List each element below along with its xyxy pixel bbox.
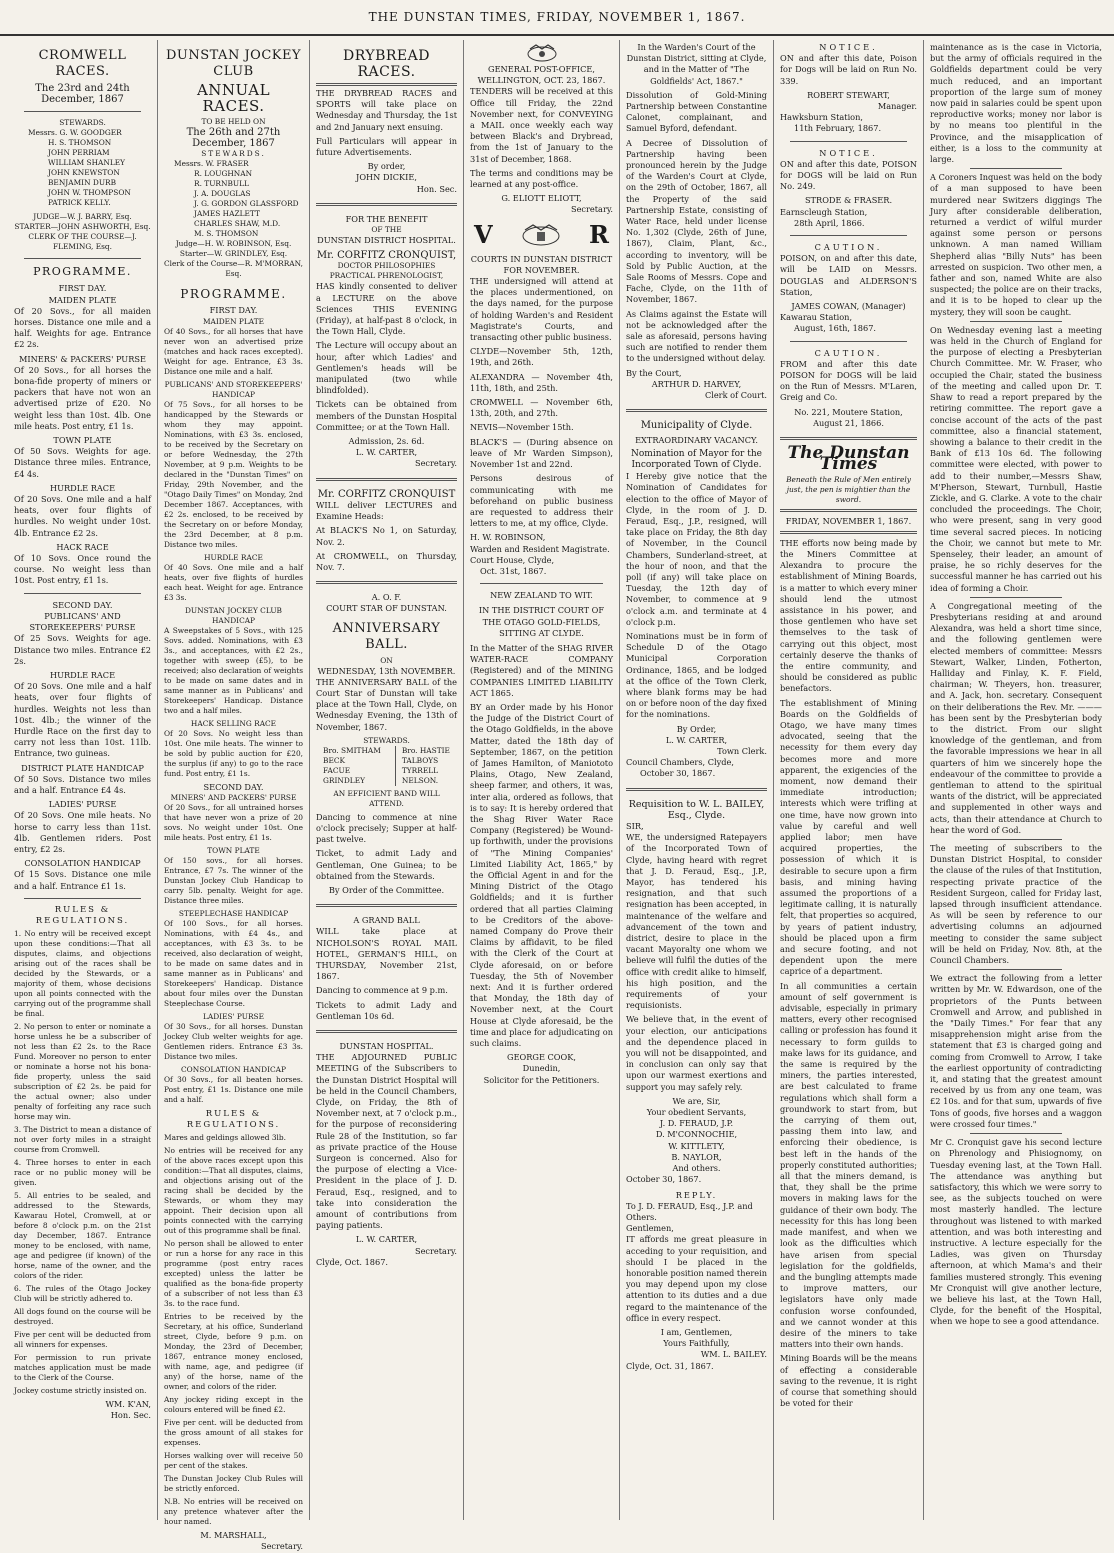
race-text: Of 20 Sovs. One mile and a half heats, over four flights of hurdles. Weights not less than 10st. 4lb.; the winner of the Hurdle Race on the first day to carry not less than 10st. 11lb. Entrance, two guineas.	[14, 681, 151, 759]
column-notices-editorial	[774, 40, 924, 1520]
courts-note: Persons desirous of communicating with me beforehand on public business are requested to address their letters to me, at my office, Clyde.	[470, 473, 613, 529]
rule-item: All dogs found on the course will be destroyed.	[14, 1307, 151, 1327]
signature-title: Hon. Sec.	[416, 183, 457, 194]
rule-item: Five per cent will be deducted from all winners for expenses.	[14, 1330, 151, 1350]
divider	[970, 321, 1062, 322]
nomination-title: Nomination of Mayor for the Incorporated Town of Clyde.	[631, 448, 762, 470]
steward: Bro. HASTIE	[401, 745, 450, 755]
news-paragraph: A Coroners Inquest was held on the body of a man supposed to have been murdered near Switzers diggings The Jury after considerable deliberation, returned a verdict of wilful murder against some person or persons unknown. A man named William Shepherd alias "Billy Nuts" has been arrested on suspicion. Two other men, a father and son, named White are also suspected; the police are on their tracks, and it is to be hoped to clear up the mystery, they will soon be caught.	[930, 172, 1102, 317]
judge: Judge—H. W. ROBINSON, Esq.	[175, 239, 292, 249]
steward: BECK	[323, 755, 346, 765]
steward: J. A. DOUGLAS	[194, 189, 251, 199]
signatory: W. KITTLETY,	[668, 1140, 725, 1151]
signature-title: Secretary.	[570, 204, 613, 215]
requisition-text: WE, the undersigned Ratepayers of the Incorporated Town of Clyde, having heard with regret that J. D. Feraud, Esq., J.P., Mayor, has tendered his resignation, and that such resignation has been accepted, in maintenance of the welfare and advancement of the town and district, desire to place in the vacant Mayoralty one whom we believe will fulfil the duties of the office with credit alike to himself, his high position, and the requirements of your requisionists.	[626, 832, 767, 1011]
municipality-title: Municipality of Clyde.	[640, 420, 753, 432]
race-text: Of 30 Sovs., for all beaten horses. Post entry, £1 1s. Distance one mile and a half.	[164, 1074, 303, 1104]
divider	[316, 581, 457, 584]
rule-item: 6. The rules of the Otago Jockey Club will be strictly adhered to.	[14, 1284, 151, 1304]
divider	[970, 1133, 1062, 1134]
steward: NELSON.	[401, 775, 439, 785]
station-date: August, 16th, 1867.	[794, 323, 877, 334]
rule-item: 1. No entry will be received except upon these conditions:—That all disputes, claims, and objections arising out of the races shall be decided by the Stewards, or a majority of them, whose decisions upon all points connected with the carrying out of the programme shall be final.	[14, 929, 151, 1019]
signature-title: Town Clerk.	[717, 745, 767, 756]
cromwell-dates: The 23rd and 24th December, 1867	[35, 83, 130, 106]
race-text: Of 10 Sovs. Once round the course. No weight less than 10st. Post entry, £1 1s.	[14, 553, 151, 586]
race-text: Of 40 Sovs. One mile and a half heats, over five flights of hurdles each heat. Weight for age. Entrance £3 3s.	[164, 562, 303, 602]
admission: Admission, 2s. 6d.	[348, 436, 425, 447]
aof: A. O. F.	[371, 592, 402, 603]
lecture-text: HAS kindly consented to deliver a LECTURE on the above Sciences THIS EVENING (Friday), at half-past 8 o'clock, in the Town Hall, Clyde.	[316, 281, 457, 337]
by-court: By the Court,	[626, 367, 682, 378]
signatory: D. M'CONNOCHIE,	[655, 1129, 738, 1140]
race-name: STEEPLECHASE HANDICAP	[178, 908, 289, 918]
servants: Your obedient Servants,	[646, 1107, 747, 1118]
shag-matter: In the Matter of the SHAG RIVER WATER-RACE COMPANY (Registered) and of the MINING COMPANIES LIMITED LIABILITY ACT 1865.	[470, 642, 613, 698]
steward: TYRRELL	[401, 765, 439, 775]
reply-to: To J. D. FERAUD, Esq., J.P. and Others.	[626, 1200, 753, 1222]
courts-text: THE undersigned will attend at the places undermentioned, on the days named, for the purpose of holding Warden's and Resident Magistrate's Courts, and transacting other public business.	[470, 276, 613, 343]
rule-item: No entries will be received for any of the above races except upon this condition:—That all disputes, claims, and objections arising out of the racing shall be decided by the Stewards, or whom they may appoint. Their decision upon all points connected with the carrying out of this programme shall be final.	[164, 1146, 303, 1236]
signature: WM. K'AN,	[105, 1399, 151, 1410]
lecturer: Mr. CORFITZ CRONQUIST	[317, 488, 456, 500]
race-text: Of 15 Sovs. Distance one mile and a half. Entrance £1 1s.	[14, 869, 151, 891]
grandball-title: A GRAND BALL	[353, 915, 420, 926]
stewards-list	[164, 159, 303, 239]
steward: WILLIAM SHANLEY	[48, 158, 125, 168]
ball-title: ANNIVERSARY BALL.	[332, 620, 441, 652]
signature-title: Hon. Sec.	[110, 1410, 151, 1421]
benefit-of: OF THE	[371, 225, 402, 235]
race-name: DUNSTAN JOCKEY CLUB HANDICAP	[184, 605, 282, 625]
royal-arms-icon	[511, 222, 571, 248]
race-name: MINERS' & PACKERS' PURSE	[19, 353, 146, 364]
steward: Messrs. W. FRASER	[174, 159, 249, 169]
caution-text: FROM and after this date POISON for DOGS will be laid on the Run of Messrs. M'Laren, Greig and Co.	[780, 358, 917, 403]
second-day: SECOND DAY.	[52, 599, 113, 610]
lecturer: Mr. CORFITZ CRONQUIST,	[316, 250, 457, 262]
race-text: Of 50 Sovs. Weights for age. Distance three miles. Entrance, £4 4s.	[14, 446, 151, 479]
rules-heading: RULES & REGULATIONS.	[186, 1108, 281, 1131]
benefit: FOR THE BENEFIT	[345, 213, 428, 224]
signature: L. W. CARTER,	[355, 447, 418, 458]
race-name: TOWN PLATE	[207, 845, 260, 855]
rule-item: Mares and geldings allowed 3lb.	[164, 1133, 286, 1143]
divider	[24, 111, 141, 112]
divider	[780, 437, 917, 440]
notice-text: ON and after this date, POISON for DOGS will be laid on Run No. 249.	[780, 158, 917, 192]
motto: Beneath the Rule of Men entirely just, the pen is mightier than the sword.	[786, 474, 911, 504]
court-house: Court House, Clyde,	[470, 554, 555, 565]
court-date: Oct. 31st, 1867.	[480, 565, 547, 576]
race-text: Of 20 Sovs. One mile heats. No horse to carry less than 11st. 4lb. Gentlemen riders. Post entry, £2 2s.	[14, 810, 151, 854]
rule-item: Five per cent. will be deducted from the gross amount of all stakes for expenses.	[164, 1418, 303, 1448]
signature: G. ELIOTT ELIOTT,	[501, 193, 582, 204]
divider	[970, 839, 1062, 840]
column-post-office	[464, 40, 620, 1520]
court-order: BY an Order made by his Honor the Judge of the District Court of the Otago Goldfields, in the above Matter, dated the 18th day of September, 1867, on the petition of James Hamilton, of Maniototo Plains, Otago, New Zealand, sheep farmer, and others, it was, inter alia, ordered as follows, that is to say: It is hereby ordered that the Shag River Water Race Company (Registered) be Wound-up forthwith, under the provisions of "The Mining Companies' Limited Liability Act, 1865," by the Official Agent in and for the Mining District of the Otago Goldfields; and it is further ordered that all parties Claiming to be Creditors of the above-named Company do Prove their Claims by affidavit, to be filed with the Clerk of the Court at Clyde aforesaid, on or before Tuesday, the 5th of November next: And it is further ordered that Monday, the 18th day of November next, at the Court House at Clyde aforesaid, be the time and place for adjudicating on such claims.	[470, 701, 613, 1049]
divider	[780, 509, 917, 512]
cromwell-title: CROMWELL RACES.	[38, 48, 127, 79]
signature-title: Warden and Resident Magistrate.	[470, 543, 610, 554]
lecture-text: The Lecture will occupy about an hour, after which Ladies' and Gentlemen's heads will be manipulated (two while blindfolded).	[316, 340, 457, 396]
court-date: CROMWELL — November 6th, 13th, 20th, and 27th.	[470, 397, 613, 419]
lecturer-sub: DOCTOR PHILOSOPHIES PRACTICAL PHRENOLOGIST,	[329, 261, 444, 281]
signatory: And others.	[672, 1163, 721, 1174]
ticket: Ticket, to admit Lady and Gentleman, One Guinea; to be obtained from the Stewards.	[316, 848, 457, 881]
rules-heading: RULES & REGULATIONS.	[35, 904, 130, 926]
held: TO BE HELD ON	[201, 117, 266, 126]
station: Earnscleugh Station,	[780, 206, 868, 217]
first-day: FIRST DAY.	[209, 305, 258, 316]
divider	[790, 341, 907, 342]
race-name: HURDLE RACE	[204, 552, 263, 562]
steward: JOHN KNEWSTON	[48, 168, 120, 178]
grandball-dance: Dancing to commence at 9 p.m.	[316, 985, 448, 996]
stewards-heading: STEWARDS.	[363, 735, 410, 745]
editorial-paragraph: The establishment of Mining Boards on the Goldfields of Otago, we have many times advocated, seeing that the necessity for them every day becomes more and more apparent, the exigencies of the moment, now demand their immediate introduction; interests which were trifling at one time, have now grown into value by careful and well applied labor; men have acquired properties, the possession of which it is desirable to secure upon a firm basis, and mining having assumed the proportions of a legitimate calling, it is naturally felt, that properties so acquired, by years of patient industry, should be placed upon a firm and secure footing, and not dependent upon the mere caprice of a department.	[780, 697, 917, 977]
signature: L. W. CARTER,	[665, 734, 728, 745]
programme-heading: PROGRAMME.	[180, 287, 287, 302]
gpo-date: WELLINGTON, OCT. 23, 1867.	[477, 75, 606, 86]
race-text: Of 20 Sovs. One mile and a half heats, over four flights of hurdles. No weight under 10st. 4lb. Entrance £2 2s.	[14, 494, 151, 538]
signature-title: Secretary.	[260, 1541, 303, 1552]
signature: L. W. CARTER,	[355, 1234, 418, 1245]
signature-title: Clerk of Court.	[704, 390, 767, 401]
rule-item: Jockey costume strictly insisted on.	[14, 1386, 147, 1396]
steward: TALBOYS	[401, 755, 439, 765]
race-name: CONSOLATION HANDICAP	[181, 1064, 286, 1074]
page-masthead: THE DUNSTAN TIMES, FRIDAY, NOVEMBER 1, 1867.	[0, 0, 1114, 36]
stewards-table	[316, 746, 457, 786]
station: No. 221, Moutere Station,	[794, 406, 903, 417]
council-date: October 30, 1867.	[640, 768, 716, 779]
court: COURT STAR OF DUNSTAN.	[326, 603, 447, 614]
yours: Yours Faithfully,	[663, 1338, 730, 1349]
race-text: Of 20 Sovs. No weight less than 10st. One mile heats. The winner to be sold by public auction for £20, the surplus (if any) to go to the race fund. Post entry, £1 1s.	[164, 728, 303, 778]
reply-title: REPLY.	[675, 1189, 718, 1200]
race-text: Of 20 Sovs., for all untrained horses that have never won a prize of 20 sovs. No weight under 10st. One mile heats. Post entry, £1 1s.	[164, 802, 303, 842]
divider	[24, 593, 141, 594]
steward: M. S. THOMSON	[194, 229, 259, 239]
steward: GRINDLEY	[323, 775, 365, 785]
requisition-title: Requisition to W. L. BAILEY, Esq., Clyde.	[628, 798, 765, 821]
divider	[970, 168, 1062, 169]
lecture-venue: At CROMWELL, on Thursday, Nov. 7.	[316, 550, 457, 572]
divider	[24, 258, 141, 259]
caution-title: CAUTION.	[814, 347, 883, 358]
nominations: Nominations must be in form of Schedule D of the Otago Municipal Corporation Ordinance, 1865, and be lodged at the office of the Town Clerk, where blank forms may be had on or before noon of the day fixed for the nominations.	[626, 630, 767, 720]
rule-item: Horses walking over will receive 50 per cent of the stakes.	[164, 1451, 303, 1471]
steward: CHARLES SHAW, M.D.	[194, 219, 281, 229]
stewards-heading: STEWARDS.	[59, 118, 106, 128]
signature-title: Manager.	[877, 101, 917, 112]
column-news	[924, 40, 1108, 1520]
warden-heading: In the Warden's Court of the Dunstan District, sitting at Clyde, and in the Matter of "The Goldfields' Act, 1867."	[626, 42, 767, 86]
signatory: J. D. FERAUD, J.P.	[659, 1118, 734, 1129]
divider	[970, 597, 1062, 598]
notice-text: ON and after this date, Poison for Dogs will be laid on Run No. 339.	[780, 53, 917, 86]
djc-title: DUNSTAN JOCKEY CLUB	[165, 48, 302, 79]
djc-dates: The 26th and 27th December, 1867	[186, 127, 281, 150]
column-drybread	[310, 40, 464, 1520]
steward: Bro. SMITHAM	[323, 745, 381, 755]
reply-date: Clyde, Oct. 31, 1867.	[626, 1360, 714, 1371]
drybread-text2: Full Particulars will appear in future Advertisements.	[316, 135, 457, 158]
steward: JOHN PERRIAM	[48, 148, 110, 158]
signatory: B. NAYLOR,	[671, 1151, 722, 1162]
divider	[316, 203, 457, 206]
signature: H. W. ROBINSON,	[470, 532, 546, 543]
requisition-text: We believe that, in the event of your election, our anticipations and the dependence placed in you will not be disappointed, and in conclusion can only say that upon our warmest exertions and support you may safely rely.	[626, 1014, 767, 1092]
race-name: LADIES' PURSE	[48, 799, 117, 810]
clerk: CLERK OF THE COURSE—J. FLEMING, Esq.	[28, 232, 137, 252]
divider	[780, 531, 917, 534]
editorial-date: FRIDAY, NOVEMBER 1, 1867.	[785, 515, 912, 526]
grandball-text: WILL take place at NICHOLSON'S ROYAL MAIL HOTEL, GERMAN'S HILL, on THURSDAY, November 21st, 1867.	[316, 926, 457, 982]
courts-title: COURTS IN DUNSTAN DISTRICT FOR NOVEMBER.	[470, 253, 613, 275]
tickets: Tickets can be obtained from members of the Dunstan Hospital Committee; or at the Town Hall.	[316, 399, 457, 432]
race-name: MAIDEN PLATE	[48, 294, 117, 305]
signature-place: Dunedin,	[522, 1063, 561, 1074]
court-date: NEVIS—November 15th.	[470, 422, 574, 433]
programme-heading: PROGRAMME.	[33, 265, 132, 279]
race-name: MINERS' AND PACKERS' PURSE	[170, 792, 297, 802]
first-day: FIRST DAY.	[58, 283, 107, 294]
divider	[790, 141, 907, 142]
stewards-left	[323, 746, 381, 786]
news-paragraph: maintenance as is the case in Victoria, but the army of officials required in the Goldfields department could be very much reduced, and an important proportion of the large sum of money now paid in salaries could be spent upon reproductive works; money nor labor is by no means too plentiful in the Province, and the misapplication of either, is a loss to the community at large.	[930, 42, 1102, 165]
vr-letter: R	[589, 220, 609, 250]
news-paragraph: Mr C. Cronquist gave his second lecture on Phrenology and Phisiognomy, on Tuesday evening last, at the Town Hall. The attendance was anything but satisfactory, this which we were sorry to see, as the subjects touched on were most masterly handled. The lecture throughout was listened to with marked attention, and was both interesting and instructive. A lecture especially for the Ladies, was given on Thursday afternoon, at which Mama's and their families mustered strongly. This evening Mr Cronquist will give another lecture, we believe his last, at the Town Hall, Clyde, for the benefit of the Hospital, when we hope to see a good attendance.	[930, 1137, 1102, 1327]
race-text: Of 100 Sovs., for all horses. Nominations, with £4 4s., and acceptances, with £3 3s. to be received, also declaration of weight, to be made on same dates and in same manner as in Publicans' and Storekeepers' Handicap. Distance about four miles over the Dunstan Steeplechase Course.	[164, 918, 303, 1008]
rule-item: 3. The District to mean a distance of not over forty miles in a straight course from Cromwell.	[14, 1125, 151, 1155]
column-cromwell-races	[8, 40, 158, 1520]
steward: H. S. THOMSON	[48, 138, 112, 148]
extraordinary: EXTRAORDINARY VACANCY.	[635, 434, 758, 445]
race-text: Of 75 Sovs., for all horses to be handicapped by the Stewards or whom they may appoint. Nominations, with £3 3s. enclosed, to be received by the Secretary on or before Wednesday, the 27th November, at 9 p.m. Weights to be declared in the "Dunstan Times" on Friday, 29th November, and the "Otago Daily Times" on Monday, 2nd December 1867. Acceptances, with £2 2s. enclosed, to be received by the Secretary on or before Monday, the 23rd December, at 8 p.m. Distance two miles.	[164, 399, 303, 549]
lecture-venue: At BLACK'S No 1, on Saturday, Nov. 2.	[316, 525, 457, 547]
council: Council Chambers, Clyde,	[626, 757, 734, 768]
clerk: Clerk of the Course—R. M'MORRAN, Esq.	[164, 259, 303, 279]
vr-letter: V	[474, 220, 493, 250]
rule-item: 4. Three horses to enter in each race or no public money will be given.	[14, 1158, 151, 1188]
court-date: CLYDE—November 5th, 12th, 19th, and 26th.	[470, 346, 613, 368]
starter: STARTER—JOHN ASHWORTH, Esq.	[14, 222, 151, 232]
starter: Starter—W. GRINDLEY, Esq.	[179, 249, 288, 259]
ball-text: THE ANNIVERSARY BALL of the Court Star of Dunstan will take place at the Town Hall, Clyde, on Wednesday Evening, the 13th of November, 1867.	[316, 676, 457, 732]
judge: JUDGE—W. J. BARRY, Esq.	[33, 212, 132, 222]
benefit-hospital: DUNSTAN DISTRICT HOSPITAL.	[317, 235, 456, 246]
race-text: A Sweepstakes of 5 Sovs., with 125 Sovs. added. Nominations, with £3 3s., and acceptances, with £2 2s., together with sweep (£5), to be received; also declaration of weights to be made on same dates and in same manner as in Publicans' and Storekeepers' Handicap. Distance two and a half miles.	[164, 625, 303, 715]
news-paragraph: We extract the following from a letter written by Mr. W. Edwardson, one of the proprietors of the Punts between Cromwell and Arrow, and published in the "Daily Times." For fear that any misapprehension might arise from the statement that £3 is charged going and coming from Cromwell to Arrow, I take the earliest opportunity of contradicting it, and stating that the greatest amount received by us from any one team, was £2 10s. and for that sum, upwards of five Tons of goods, five horses and a waggon were crossed four times."	[930, 973, 1102, 1129]
court-date: BLACK'S — (During absence on leave of Mr Warden Simpson), November 1st and 22nd.	[470, 436, 613, 470]
news-paragraph: A Congregational meeting of the Presbyterians residing at and around Alexandra, was held a short time since, and the following gentlemen were elected members of committee: Messrs Stewart, Walker, Linden, Fotherton, Halliday and Finlay, K. F. Field, chairman; W. Theyers, hon. treasurer, and A. Jack, hon. secretary. Consequent on their deliberations the Rev. Mr. ——— has been sent by the Presbyterian body to the district. From our slight knowledge of the gentleman, and from the favorable impressions we hear in all quarters of him we sincerely hope the endeavour of the committee to provide a gentleman to attend to the spiritual wants of the district, will be appreciated and supplemented in other ways and acts, than their attendance at Church to hear the word of God.	[930, 600, 1102, 835]
race-name: PUBLICANS' AND STOREKEEPERS' PURSE	[29, 610, 136, 633]
steward: R. LOUGHNAN	[194, 169, 253, 179]
notice-title: NOTICE.	[819, 147, 878, 158]
race-text: Of 25 Sovs. Weights for age. Distance two miles. Entrance £2 2s.	[14, 633, 151, 666]
newspaper-masthead: The Dunstan Times	[787, 443, 910, 475]
signature: JOHN DICKIE,	[356, 172, 417, 183]
race-text: Of 20 Sovs., for all maiden horses. Distance one mile and a half. Weights for age. Entrance £2 2s.	[14, 305, 151, 350]
signature: WM. L. BAILEY.	[700, 1349, 767, 1360]
stewards-right	[395, 746, 450, 786]
nz-heading: NEW ZEALAND TO WIT.	[490, 590, 593, 601]
on: ON	[380, 655, 393, 665]
divider	[626, 409, 767, 412]
signature: GEORGE COOK,	[507, 1052, 576, 1063]
race-name: HACK SELLING RACE	[190, 718, 277, 728]
signature: JAMES COWAN, (Manager)	[791, 301, 906, 312]
djc-subtitle: ANNUAL RACES.	[196, 81, 271, 115]
decree: A Decree of Dissolution of Partnership having been pronounced herein by the Judge of the Warden's Court at Clyde, on the 29th of October, 1867, all the Property of the said Partnership Estate, consisting of Water Race, held under license No. 1,302 (Clyde, 26th of June, 1867), Claim, Plant, &c., according to inventory, will be Sold by Public Auction, at the Sale Rooms of Messrs. Cope and Fache, Clyde, on the 11th of November, 1867.	[626, 137, 767, 305]
rule-item: Entries to be received by the Secretary, at his office, Sunderland street, Clyde, before 9 p.m. on Monday, the 23rd of December, 1867, entrance money enclosed, with name, age, and pedigree (if any) of the horse, name of the owner, and colors of the rider.	[164, 1312, 303, 1392]
notice-title: NOTICE.	[819, 42, 878, 52]
ball-date: WEDNESDAY, 13th NOVEMBER.	[317, 665, 456, 676]
grandball-tickets: Tickets to admit Lady and Gentleman 10s 6d.	[316, 999, 457, 1021]
race-name: PUBLICANS' AND STOREKEEPERS' HANDICAP	[164, 379, 303, 399]
race-name: HURDLE RACE	[49, 669, 116, 680]
race-name: DISTRICT PLATE HANDICAP	[21, 762, 144, 773]
stewards-list	[14, 128, 151, 208]
by-order: By Order,	[676, 723, 717, 734]
signature: ARTHUR D. HARVEY,	[651, 378, 742, 389]
signature-title: Solicitor for the Petitioners.	[483, 1074, 600, 1085]
rule-item: No person shall be allowed to enter or run a horse for any race in this programme (post entry races excepted) unless the latter be qualified as the bona-fide property of a subscriber of not less than £3 3s. to the race fund.	[164, 1239, 303, 1309]
gpo-text: TENDERS will be received at this Office till Friday, the 22nd November next, for CONVEYING a MAIL once weekly each way between Black's and Drybread, from the 1st of January to the 31st of December, 1868.	[470, 86, 613, 164]
by-order: By order,	[367, 161, 406, 172]
gpo-title: GENERAL POST-OFFICE,	[488, 64, 595, 74]
salutation: SIR,	[626, 821, 644, 831]
steward: R. TURNBULL	[194, 179, 249, 189]
royal-crest-icon	[470, 42, 613, 64]
signature-title: Secretary.	[414, 458, 457, 469]
steward: J. G. GORDON GLASSFORD	[194, 199, 299, 209]
rule-item: Any jockey riding except in the colours entered will be fined £2.	[164, 1395, 303, 1415]
news-paragraph: On Wednesday evening last a meeting was held in the Church of England for the purpose of electing a Presbyterian Church Committee. Mr. W. Fraser, who occupied the Chair, stated the business of the meeting and called upon Dr. T. Shaw to read a report prepared by the retiring committee. The report gave a concise account of the acts of the past committee, also a financial statement, showing a balance to their credit in the Bank of £13 10s 6d. The following committee were elected, with power to add to their number,—Messrs Shaw, M'Pherson, Stewart, Turnbull, Hastie Zickle, and G. Clarke. A vote to the chair concluded the proceedings. The Choir, who were present, sang in very good time several sacred pieces. In noticing the Choir, we cannot but mete to Mr. Spenseley, their leader, an amount of praise, he so richly deserves for the successful manner he has carried out his idea of forming a Choir.	[930, 324, 1102, 593]
caution-text: POISON, on and after this date, will be LAID on Messrs. DOUGLAS and ALDERSON'S Station,	[780, 253, 917, 297]
court-date: ALEXANDRA — November 4th, 11th, 18th, and 25th.	[470, 371, 613, 393]
divider	[316, 83, 457, 86]
gentlemen: Gentlemen,	[626, 1223, 674, 1234]
req-date: October 30, 1867.	[626, 1174, 702, 1185]
race-text: Of 150 sovs., for all horses. Entrance, £7 7s. The winner of the Dunstan Jockey Club Handicap to carry 5lb. penalty. Weight for age. Distance three miles.	[164, 855, 303, 905]
steward: Messrs. G. W. GOODGER	[28, 128, 122, 138]
editorial-paragraph: Mining Boards will be the means of effecting a considerable saving to the revenue, it is right of course that something should be voted for their	[780, 1353, 917, 1409]
drybread-text: THE DRYBREAD RACES and SPORTS will take place on Wednesday and Thursday, the 1st and 2nd January next ensuing.	[316, 88, 457, 132]
divider	[24, 898, 141, 899]
editorial-paragraph: In all communities a certain amount of self government is advisable, especially in primary matters, every other recognised calling or profession has found it necessary to form guilds to make laws for its guidance, and the same is required by the miners, the parties interested, are best calculated to frame regulations which shall form a groundwork to start from, but the carrying of them out, passing them into law, and enforcing their obedience, is best left in the hands of the properly constituted authorities; all that the miners demand, is that, they shall be the prime movers in making laws for the guidance of their own body. The necessity for this has long been made manifest, and when we look as the difficulties which have arisen from special legislation for the goldfields, and the bungling attempts made to improve matters, our legislators have only made confusion worse confounded, and we cannot wonder at this desire of the miners to take matters into their own hands.	[780, 980, 917, 1350]
race-text: Of 40 Sovs., for all horses that have never won an advertised prize (matches and hack races excepted). Weight for age. Entrance, £3 3s. Distance one mile and a half.	[164, 326, 303, 376]
divider	[316, 1030, 457, 1033]
signature: M. MARSHALL,	[200, 1530, 267, 1541]
dancing: Dancing to commence at nine o'clock precisely; Supper at half-past twelve.	[316, 811, 457, 845]
stewards-heading: STEWARDS.	[201, 149, 266, 159]
race-name: LADIES' PURSE	[202, 1011, 265, 1021]
drybread-title: DRYBREAD RACES.	[343, 48, 430, 80]
steward: JAMES HAZLETT	[194, 209, 260, 219]
rule-item: 5. All entries to be sealed, and addressed to the Stewards, Kawarau Hotel, Cromwell, at or before 8 o'clock p.m. on the 21st day December, 1867. Entrance money to be enclosed, with name, age and pedigree (if known) of the horse, name of the owner, and the colors of the rider.	[14, 1191, 151, 1281]
committee: By Order of the Committee.	[328, 884, 445, 895]
columns	[8, 40, 1108, 1552]
gpo-text: The terms and conditions may be learned at any post-office.	[470, 167, 613, 190]
hospital-date: Clyde, Oct. 1867.	[316, 1256, 389, 1267]
divider	[626, 788, 767, 791]
news-paragraph: The meeting of subscribers to the Dunstan District Hospital, to consider the clause of the rules of that Institution, respecting private practice of the Resident Surgeon, called for Friday last, lapsed through insufficient attendance. As will be seen by reference to our advertising columns an adjourned meeting to consider the same subject will be held on Friday, Nov. 8th, at the Council Chambers.	[930, 843, 1102, 966]
race-name: MAIDEN PLATE	[202, 316, 265, 326]
race-name: CONSOLATION HANDICAP	[24, 858, 141, 869]
race-text: Of 20 Sovs., for all horses the bona-fide property of miners or packers that have not won an advertised prize of £20. No weight less than 10st. 4lb. One mile heats. Post entry, £1 1s.	[14, 364, 151, 431]
notice-text: I Hereby give notice that the Nomination of Candidates for election to the office of Mayor of Clyde, in the room of J. D. Feraud, Esq., J.P., resigned, will take place on Friday, the 8th day of November, in the Council Chambers, Sunderland-street, at the hour of noon, and that the poll (if any) will take place on Tuesday, the 12th day of November, to commence at 9 o'clock a.m. and terminate at 4 o'clock p.m.	[626, 471, 767, 627]
i-am: I am, Gentlemen,	[660, 1326, 733, 1337]
station-date: 11th February, 1867.	[794, 123, 882, 134]
race-name: TOWN PLATE	[53, 435, 112, 446]
signature-title: Secretary.	[414, 1245, 457, 1256]
race-name: HURDLE RACE	[49, 482, 116, 493]
signature: ROBERT STEWART,	[807, 89, 890, 100]
rule-item: The Dunstan Jockey Club Rules will be strictly enforced.	[164, 1474, 303, 1494]
divider	[316, 904, 457, 907]
divider	[970, 969, 1062, 970]
dissolution: Dissolution of Gold-Mining Partnership between Constantine Calonet, complainant, and Samuel Byford, defendant.	[626, 89, 767, 134]
race-text: Of 50 Sovs. Distance two miles and a half. Entrance £4 4s.	[14, 773, 151, 795]
steward: JOHN W. THOMPSON	[48, 188, 131, 198]
hospital-title: DUNSTAN HOSPITAL.	[339, 1040, 434, 1051]
station: Hawksburn Station,	[780, 112, 863, 123]
claims: As Claims against the Estate will not be acknowledged after the sale as aforesaid, persons having such are notified to render them to the undersigned without delay.	[626, 308, 767, 364]
divider	[790, 235, 907, 236]
rule-item: N.B. No entries will be received on any pretence whatever after the hour named.	[164, 1497, 303, 1527]
lecture-text: WILL deliver LECTURES and Examine Heads:	[316, 499, 457, 522]
reply-text: IT affords me great pleasure in acceding to your requisition, and should I be placed in the honorable position named therein you may depend upon my close attention to its duties and a due regard to the maintenance of the office in every respect.	[626, 1234, 767, 1323]
second-day: SECOND DAY.	[203, 781, 264, 792]
vr-crest	[474, 222, 609, 248]
steward: BENJAMIN DURB	[48, 178, 117, 188]
station: Kawarau Station,	[780, 312, 853, 323]
district-court: IN THE DISTRICT COURT OF THE OTAGO GOLD-FIELDS, SITTING AT CLYDE.	[478, 605, 605, 638]
band: AN EFFICIENT BAND WILL ATTEND.	[333, 788, 440, 808]
column-wardens-court	[620, 40, 774, 1520]
rule-item: For permission to run private matches application must be made to the Clerk of the Course.	[14, 1353, 151, 1383]
divider	[480, 583, 603, 584]
hospital-text: THE ADJOURNED PUBLIC MEETING of the Subscribers to the Dunstan District Hospital will be held in the Council Chambers, Clyde, on Friday, the 8th of November next, at 7 o'clock p.m., for the purpose of reconsidering Rule 28 of the Institution, so far as private practice of the House Surgeon is concerned. Also for the purpose of electing a Vice-President in the place of J. D. Feraud, Esq., resigned, and to take into consideration the amount of contributions from paying patients.	[316, 1052, 457, 1231]
race-text: Of 30 Sovs., for all horses. Dunstan Jockey Club welter weights for age. Gentlemen riders. Entrance £3 3s. Distance two miles.	[164, 1021, 303, 1061]
steward: PATRICK KELLY.	[48, 198, 111, 208]
race-name: HACK RACE	[56, 541, 109, 552]
station-date: August 21, 1866.	[813, 417, 884, 428]
editorial-paragraph: THE efforts now being made by the Miners Committee at Alexandra to procure the establishment of Mining Boards, is a matter to which every miner should lend the utmost assistance in his power, and those gentlemen who have set themselves to the task of carrying out this object, most certainly deserve the thanks of the entire community, and should be considered as public benefactors.	[780, 537, 917, 694]
divider	[316, 478, 457, 481]
caution-title: CAUTION.	[814, 242, 883, 253]
station-date: 28th April, 1866.	[794, 217, 865, 228]
signature: STRODE & FRASER.	[804, 195, 893, 206]
we-are: We are, Sir,	[672, 1095, 721, 1106]
rule-item: 2. No person to enter or nominate a horse unless he be a subscriber of not less than £2 2s. to the Race Fund. Moreover no person to enter or nominate a horse not his bona-fide property, unless the said subscription of £2 2s. be paid for the actual owner; also under penalty of forfeiting any race such horse may win.	[14, 1022, 151, 1122]
column-dunstan-jockey-club	[158, 40, 310, 1552]
steward: FACUE	[323, 765, 351, 775]
